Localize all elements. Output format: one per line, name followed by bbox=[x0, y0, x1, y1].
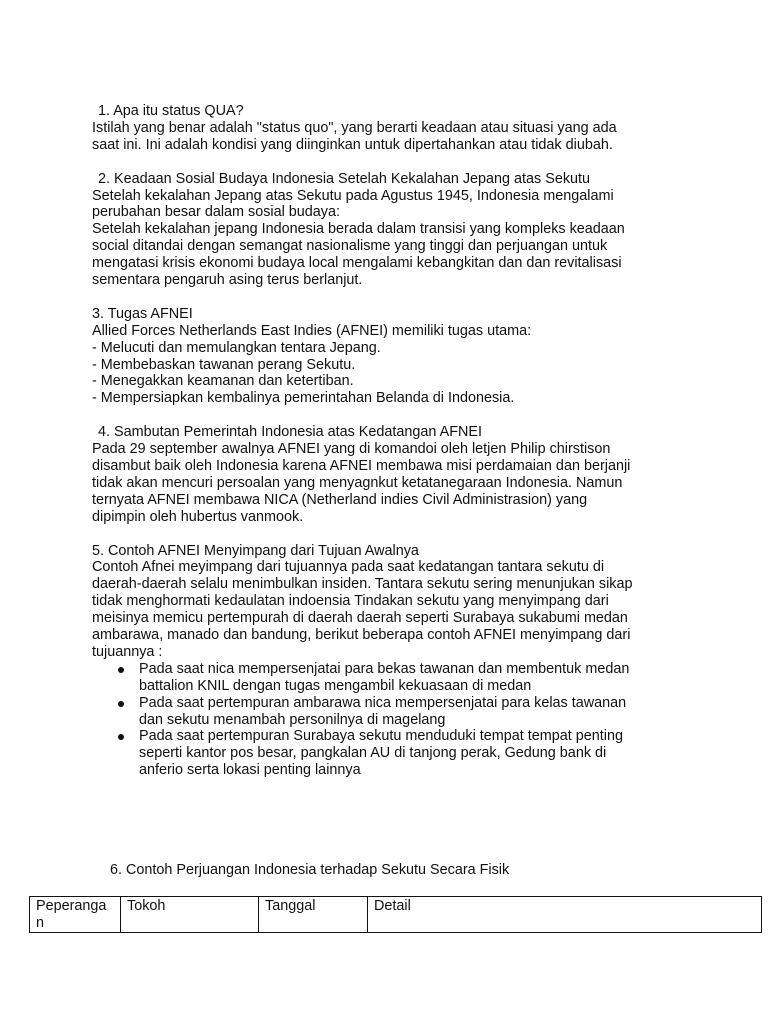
table-header-row bbox=[30, 897, 762, 933]
table-header-cell: Tanggal bbox=[259, 897, 368, 933]
section-5-line: tujuannya : bbox=[92, 643, 163, 660]
section-1-heading: 1. Apa itu status QUA? bbox=[98, 103, 244, 119]
physical-struggle-table bbox=[29, 896, 762, 933]
section-2-line: perubahan besar dalam sosial budaya: bbox=[92, 204, 341, 221]
section-5-heading: 5. Contoh AFNEI Menyimpang dari Tujuan Awalnya bbox=[92, 542, 419, 559]
table-header-cell: Detail bbox=[368, 897, 762, 933]
section-5-line: meisinya memicu pertempurah di daerah daerah seperti Surabaya sukabumi medan bbox=[92, 610, 628, 627]
paragraph-gap bbox=[92, 526, 682, 543]
bullet-line: Pada saat pertempuran Surabaya sekutu menduduki tempat tempat penting bbox=[139, 728, 623, 745]
deviation-bullet-list bbox=[92, 661, 682, 779]
table-header-cell: Tokoh bbox=[121, 897, 259, 933]
bullet-item bbox=[139, 661, 682, 695]
section-2-line: social ditandai dengan semangat nasionalisme yang tinggi dan perjuangan untuk bbox=[92, 238, 608, 255]
bullet-line: dan sekutu menambah personilnya di magelang bbox=[139, 711, 446, 728]
section-2-heading: 2. Keadaan Sosial Budaya Indonesia Setelah Kekalahan Jepang atas Sekutu bbox=[98, 170, 591, 187]
table-header-cell: Peperangan bbox=[30, 897, 121, 933]
paragraph-gap bbox=[92, 154, 682, 171]
section-6-heading: 6. Contoh Perjuangan Indonesia terhadap Sekutu Secara Fisik bbox=[110, 862, 510, 878]
section-1-line: saat ini. Ini adalah kondisi yang diinginkan untuk dipertahankan atau tidak diubah. bbox=[92, 136, 613, 153]
paragraph-gap bbox=[92, 289, 682, 306]
section-4-line: ternyata AFNEI membawa NICA (Netherland indies Civil Administrasion) yang bbox=[92, 491, 588, 508]
section-5-line: Contoh Afnei meyimpang dari tujuannya pada saat kedatangan tantara sekutu di bbox=[92, 559, 605, 576]
section-4-heading: 4. Sambutan Pemerintah Indonesia atas Kedatangan AFNEI bbox=[98, 424, 483, 441]
bullet-line: Pada saat pertempuran ambarawa nica mempersenjatai para kelas tawanan bbox=[139, 694, 627, 711]
section-5-line: ambarawa, manado dan bandung, berikut beberapa contoh AFNEI menyimpang dari bbox=[92, 627, 631, 644]
bullet-item bbox=[139, 728, 682, 779]
bullet-line: anferio serta lokasi penting lainnya bbox=[139, 762, 361, 779]
section-3-line: - Mempersiapkan kembalinya pemerintahan Belanda di Indonesia. bbox=[92, 390, 515, 407]
section-5-line: tidak menghormati kedaulatan indoensia Tindakan sekutu yang menyimpang dari bbox=[92, 593, 609, 610]
section-4-line: disambut baik oleh Indonesia karena AFNEI membawa misi perdamaian dan berjanji bbox=[92, 457, 631, 474]
section-5-line: daerah-daerah selalu menimbulkan insiden. Tantara sekutu sering menunjukan sikap bbox=[92, 576, 633, 593]
section-4-line: dipimpin oleh hubertus vanmook. bbox=[92, 508, 304, 525]
section-3-line: Allied Forces Netherlands East Indies (AFNEI) memiliki tugas utama: bbox=[92, 322, 532, 339]
section-3-heading: 3. Tugas AFNEI bbox=[92, 305, 193, 322]
section-1-line: Istilah yang benar adalah "status quo", yang berarti keadaan atau situasi yang ada bbox=[92, 119, 617, 136]
bullet-item bbox=[139, 695, 682, 729]
section-3-line: - Melucuti dan memulangkan tentara Jepang. bbox=[92, 339, 381, 356]
section-2-line: mengatasi krisis ekonomi budaya local mengalami kebangkitan dan dan revitalisasi bbox=[92, 255, 622, 272]
section-3-line: - Menegakkan keamanan dan ketertiban. bbox=[92, 373, 354, 390]
section-4-line: Pada 29 september awalnya AFNEI yang di komandoi oleh letjen Philip chirstison bbox=[92, 441, 611, 458]
section-2-line: Setelah kekalahan Jepang atas Sekutu pada Agustus 1945, Indonesia mengalami bbox=[92, 187, 614, 204]
paragraph-gap bbox=[92, 407, 682, 424]
section-2-line: sementara pengaruh asing terus berlanjut. bbox=[92, 272, 363, 289]
section-4-line: tidak akan mencuri persoalan yang menyagnkut ketatanegaraan Indonesia. Namun bbox=[92, 474, 623, 491]
section-2-line: Setelah kekalahan jepang Indonesia berada dalam transisi yang kompleks keadaan bbox=[92, 221, 625, 238]
document-body bbox=[92, 103, 682, 779]
bullet-line: Pada saat nica mempersenjatai para bekas tawanan dan membentuk medan bbox=[139, 660, 630, 677]
bullet-line: battalion KNIL dengan tugas mengambil kekuasaan di medan bbox=[139, 677, 532, 694]
section-3-line: - Membebaskan tawanan perang Sekutu. bbox=[92, 356, 356, 373]
bullet-line: seperti kantor pos besar, pangkalan AU di tanjong perak, Gedung bank di bbox=[139, 745, 607, 762]
